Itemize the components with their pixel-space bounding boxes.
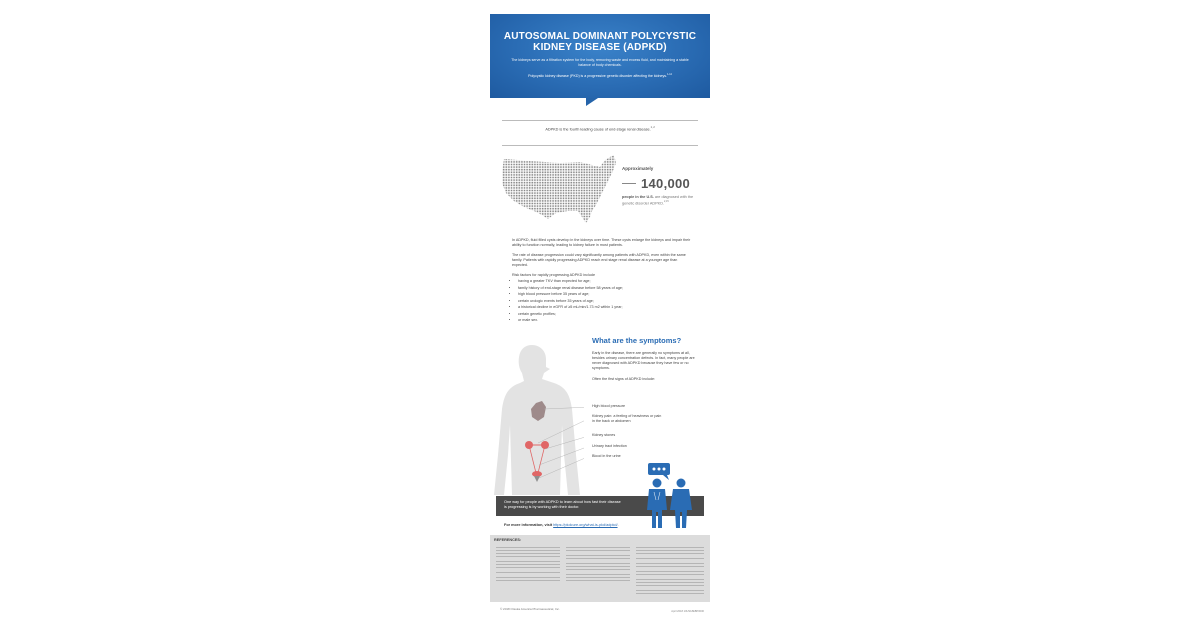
human-body-icon bbox=[494, 345, 584, 495]
sign-item: Kidney pain: a feeling of heaviness or pain in the back or abdomen bbox=[592, 414, 662, 423]
sign-item: Urinary tract infection bbox=[592, 444, 627, 448]
paragraph: The rate of disease progression could vary significantly among patients with ADPKD, even within the same family. Patients with rapidly progressing ADPKD reach end stage renal disease at a younger age than expected. bbox=[512, 253, 686, 267]
paragraph: In ADPKD, fluid filled cysts develop in the kidneys over time. These cysts enlarge the kidneys and impair their ability to function normally, leading to kidney failure in most patients. bbox=[512, 238, 691, 247]
divider bbox=[502, 145, 698, 146]
references-column bbox=[496, 547, 560, 583]
us-map-icon bbox=[500, 153, 622, 225]
fact-text: ADPKD is the fourth leading cause of end-stage renal disease.$^{1, 2}$ bbox=[545, 126, 655, 132]
references-box bbox=[490, 535, 710, 602]
risk-intro: Risk factors for rapidly progressing ADPKD include bbox=[512, 273, 596, 277]
pkd-cure-link[interactable]: https://pkdcure.org/what-is-pkd/adpkd/ bbox=[553, 523, 618, 527]
list-item: • family history of end-stage renal disease before 58 years of age; bbox=[518, 286, 692, 291]
speech-pointer bbox=[586, 98, 598, 106]
header-banner bbox=[490, 14, 710, 98]
symptoms-section bbox=[592, 336, 702, 382]
stat-description: people in the U.S. are diagnosed with the genetic disorder ADPKD.$^{2,15}$ bbox=[622, 195, 694, 206]
references-column bbox=[566, 547, 630, 583]
signs-intro: Often the first signs of ADPKD include: bbox=[592, 377, 656, 381]
doctor-patient-icon bbox=[645, 460, 695, 530]
page-title: AUTOSOMAL DOMINANT POLYCYSTIC KIDNEY DISEASE (ADPKD) bbox=[503, 31, 697, 53]
symptoms-intro: Early in the disease, there are generally no symptoms at all, besides urinary concentration defects. In fact, many people are never diagnosed with ADPKD because they have few or no symptoms. bbox=[592, 351, 695, 370]
symptoms-heading: What are the symptoms? bbox=[592, 336, 682, 345]
references-column bbox=[636, 547, 704, 596]
list-item: • having a greater TKV than expected for age; bbox=[518, 279, 692, 284]
references-title: REFERENCES: bbox=[494, 538, 522, 542]
dash-line bbox=[622, 183, 636, 184]
sign-item: Kidney stones bbox=[592, 433, 616, 437]
more-info: For more information, visit https://pkdcure.org/what-is-pkd/adpkd/. bbox=[504, 523, 619, 527]
divider bbox=[502, 120, 698, 121]
sign-item: Blood in the urine bbox=[592, 454, 621, 458]
stat-block: Approximately 140,000 people in the U.S. are diagnosed with the genetic disorder ADPKD.$^{2,15}$ bbox=[622, 166, 702, 206]
header-intro: Polycystic kidney disease (PKD) is a progressive genetic disorder affecting the kidneys.$^{1-14}$ bbox=[528, 73, 672, 79]
callout-banner: One way for people with ADPKD to learn about how fast their disease is progressing is by working with their doctor. bbox=[496, 496, 704, 516]
document-code: April 2018 10US18EBP0000 bbox=[671, 610, 704, 613]
header-subtitle: The kidneys serve as a filtration system for the body, removing waste and excess fluid, and maintaining a stable balance of body chemicals. bbox=[511, 58, 689, 67]
body-paragraphs bbox=[512, 238, 692, 325]
list-item: • high blood pressure before 35 years of age; bbox=[518, 292, 692, 297]
sign-item: High blood pressure bbox=[592, 404, 626, 408]
infographic bbox=[490, 0, 710, 627]
risk-list bbox=[512, 279, 692, 323]
list-item: • certain urologic events before 35 years of age; bbox=[518, 299, 692, 304]
list-item: • or male sex. bbox=[518, 318, 692, 323]
list-item: • a historical decline in eGFR of ≥5 mL/min/1.73 m2 within 1 year; bbox=[518, 305, 692, 310]
stat-number: 140,000 bbox=[641, 176, 691, 191]
list-item: • certain genetic profiles; bbox=[518, 312, 692, 317]
copyright: © 2018 Otsuka America Pharmaceutical, Inc. bbox=[500, 607, 560, 611]
